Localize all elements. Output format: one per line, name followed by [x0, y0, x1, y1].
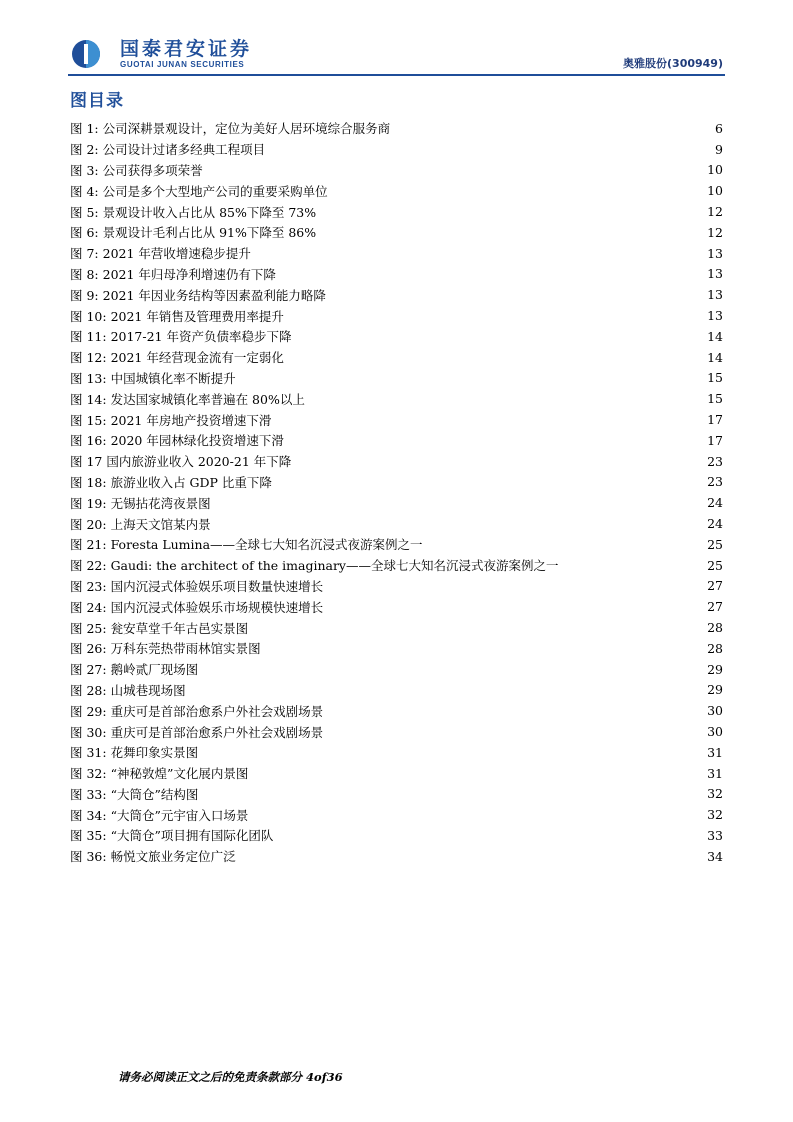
toc-entry[interactable]: [70, 430, 723, 451]
toc-entry-page: 33: [707, 827, 723, 843]
toc-entry[interactable]: [70, 222, 723, 243]
toc-entry-page: 17: [707, 432, 723, 448]
toc-entry-page: 17: [707, 412, 723, 428]
toc-entry[interactable]: [70, 118, 723, 139]
toc-entry-page: 15: [707, 391, 723, 407]
toc-entry-label: 图 25: 瓮安草堂千年古邑实景图: [70, 620, 249, 636]
toc-entry-label: 图 15: 2021 年房地产投资增速下滑: [70, 412, 272, 428]
toc-entry[interactable]: [70, 638, 723, 659]
toc-entry-label: 图 7: 2021 年营收增速稳步提升: [70, 246, 251, 262]
toc-entry-label: 图 16: 2020 年园林绿化投资增速下滑: [70, 433, 284, 449]
toc-entry-label: 图 4: 公司是多个大型地产公司的重要采购单位: [70, 183, 328, 199]
toc-entry-page: 27: [707, 599, 723, 615]
toc-entry[interactable]: [70, 763, 723, 784]
toc-entry-page: 15: [707, 370, 723, 386]
toc-entry-page: 30: [707, 703, 723, 719]
toc-entry-label: 图 21: Foresta Lumina——全球七大知名沉浸式夜游案例之一: [70, 537, 423, 553]
logo-chinese-name: 国泰君安证券: [120, 38, 253, 60]
toc-entry-label: 图 20: 上海天文馆某内景: [70, 516, 211, 532]
toc-entry-label: 图 29: 重庆可是首部治愈系户外社会戏剧场景: [70, 703, 324, 719]
toc-entry-page: 13: [707, 245, 723, 261]
toc-entry[interactable]: [70, 825, 723, 846]
toc-entry[interactable]: [70, 680, 723, 701]
toc-entry[interactable]: [70, 139, 723, 160]
toc-entry-page: 30: [707, 724, 723, 739]
toc-entry-page: 34: [707, 848, 723, 864]
toc-entry[interactable]: [70, 201, 723, 222]
toc-entry[interactable]: [70, 721, 723, 742]
toc-entry[interactable]: [70, 576, 723, 597]
toc-entry-label: 图 10: 2021 年销售及管理费用率提升: [70, 308, 284, 324]
toc-entry-label: 图 6: 景观设计毛利占比从 91%下降至 86%: [70, 225, 317, 241]
toc-entry-page: 9: [715, 141, 723, 157]
toc-entry[interactable]: [70, 659, 723, 680]
toc-entry-label: 图 18: 旅游业收入占 GDP 比重下降: [70, 474, 272, 490]
toc-entry-label: 图 24: 国内沉浸式体验娱乐市场规模快速增长: [70, 599, 324, 615]
toc-entry[interactable]: [70, 596, 723, 617]
toc-entry-label: 图 26: 万科东莞热带雨林馆实景图: [70, 641, 261, 657]
toc-entry[interactable]: [70, 409, 723, 430]
footer-disclaimer: 请务必阅读正文之后的免责条款部分: [118, 1070, 302, 1084]
toc-entry-label: 图 23: 国内沉浸式体验娱乐项目数量快速增长: [70, 578, 324, 594]
toc-entry-label: 图 3: 公司获得多项荣誉: [70, 162, 203, 178]
toc-entry-page: 13: [707, 308, 723, 324]
toc-entry-page: 24: [707, 495, 723, 511]
toc-entry-page: 29: [707, 682, 723, 698]
toc-entry[interactable]: [70, 700, 723, 721]
toc-entry-label: 图 27: 鹅岭贰厂现场图: [70, 662, 199, 678]
company-logo: [70, 36, 252, 72]
toc-entry[interactable]: [70, 742, 723, 763]
toc-entry-page: 12: [707, 224, 723, 240]
toc-entry-label: 图 19: 无锡拈花湾夜景图: [70, 495, 211, 511]
toc-entry-page: 23: [707, 453, 723, 469]
toc-entry-page: 24: [707, 516, 723, 532]
toc-entry[interactable]: [70, 180, 723, 201]
toc-entry-label: 图 12: 2021 年经营现金流有一定弱化: [70, 350, 284, 366]
toc-entry-page: 13: [707, 287, 723, 303]
toc-entry-page: 14: [707, 328, 723, 344]
toc-entry-page: 23: [707, 474, 723, 490]
toc-entry[interactable]: [70, 326, 723, 347]
toc-entry-label: 图 33: “大筒仓”结构图: [70, 786, 199, 802]
toc-entry-page: 12: [707, 204, 723, 220]
toc-entry-label: 图 5: 景观设计收入占比从 85%下降至 73%: [70, 204, 317, 220]
toc-entry[interactable]: [70, 264, 723, 285]
toc-entry[interactable]: [70, 368, 723, 389]
guotai-junan-logo-icon: [70, 38, 114, 70]
toc-entry-label: 图 13: 中国城镇化率不断提升: [70, 370, 236, 386]
toc-entry-page: 14: [707, 349, 723, 365]
toc-entry-label: 图 36: 畅悦文旅业务定位广泛: [70, 849, 236, 865]
toc-entry-page: 31: [707, 765, 723, 781]
toc-entry[interactable]: [70, 388, 723, 409]
toc-entry-label: 图 1: 公司深耕景观设计，定位为美好人居环境综合服务商: [70, 121, 391, 137]
toc-title: 图目录: [70, 91, 124, 111]
toc-entry-label: 图 30: 重庆可是首部治愈系户外社会戏剧场景: [70, 724, 324, 740]
toc-entry-page: 28: [707, 620, 723, 636]
toc-entry-page: 10: [707, 162, 723, 178]
toc-entry-label: 图 17 国内旅游业收入 2020-21 年下降: [70, 454, 292, 470]
toc-entry-label: 图 35: “大筒仓”项目拥有国际化团队: [70, 828, 274, 844]
toc-entry[interactable]: [70, 451, 723, 472]
toc-entry-label: 图 11: 2017-21 年资产负债率稳步下降: [70, 329, 292, 345]
toc-entry-page: 13: [707, 266, 723, 282]
toc-entry-page: 28: [707, 640, 723, 656]
toc-entry-label: 图 9: 2021 年因业务结构等因素盈利能力略降: [70, 287, 326, 303]
toc-entry-label: 图 28: 山城巷现场图: [70, 682, 186, 698]
footer: [118, 1069, 343, 1085]
toc-entry-page: 31: [707, 744, 723, 760]
toc-entry[interactable]: [70, 617, 723, 638]
toc-entry[interactable]: [70, 243, 723, 264]
toc-entry[interactable]: [70, 284, 723, 305]
footer-page-indicator: 4of36: [306, 1070, 343, 1084]
toc-entry[interactable]: [70, 804, 723, 825]
figure-table-of-contents: [70, 118, 723, 867]
toc-entry-label: 图 31: 花舞印象实景图: [70, 745, 199, 761]
toc-entry[interactable]: [70, 784, 723, 805]
header-divider: [68, 74, 725, 76]
logo-english-name: GUOTAI JUNAN SECURITIES: [120, 60, 245, 69]
toc-entry-page: 25: [707, 536, 723, 552]
toc-entry-label: 图 34: “大筒仓”元宇宙入口场景: [70, 807, 249, 823]
toc-entry-label: 图 8: 2021 年归母净利增速仍有下降: [70, 266, 276, 282]
toc-entry[interactable]: [70, 846, 723, 867]
toc-entry[interactable]: [70, 555, 723, 576]
toc-entry-page: 29: [707, 661, 723, 677]
toc-entry[interactable]: [70, 472, 723, 493]
toc-entry[interactable]: [70, 534, 723, 555]
toc-entry-page: 6: [715, 120, 723, 136]
toc-entry-page: 32: [707, 807, 723, 823]
toc-entry-label: 图 2: 公司设计过诸多经典工程项目: [70, 142, 266, 158]
toc-entry[interactable]: [70, 513, 723, 534]
toc-entry-label: 图 22: Gaudi: the architect of the imaginary——全球七大知名沉浸式夜游案例之一: [70, 558, 559, 574]
toc-entry[interactable]: [70, 305, 723, 326]
toc-entry-label: 图 14: 发达国家城镇化率普遍在 80%以上: [70, 391, 305, 407]
toc-entry-page: 27: [707, 578, 723, 594]
toc-entry-page: 32: [707, 786, 723, 802]
toc-entry-label: 图 32: “神秘敦煌”文化展内景图: [70, 766, 249, 782]
toc-entry-page: 10: [707, 183, 723, 199]
toc-entry[interactable]: [70, 492, 723, 513]
toc-entry[interactable]: [70, 347, 723, 368]
toc-entry-page: 25: [707, 557, 723, 573]
company-stock-code: 奥雅股份(300949): [623, 57, 723, 70]
toc-entry[interactable]: [70, 160, 723, 181]
